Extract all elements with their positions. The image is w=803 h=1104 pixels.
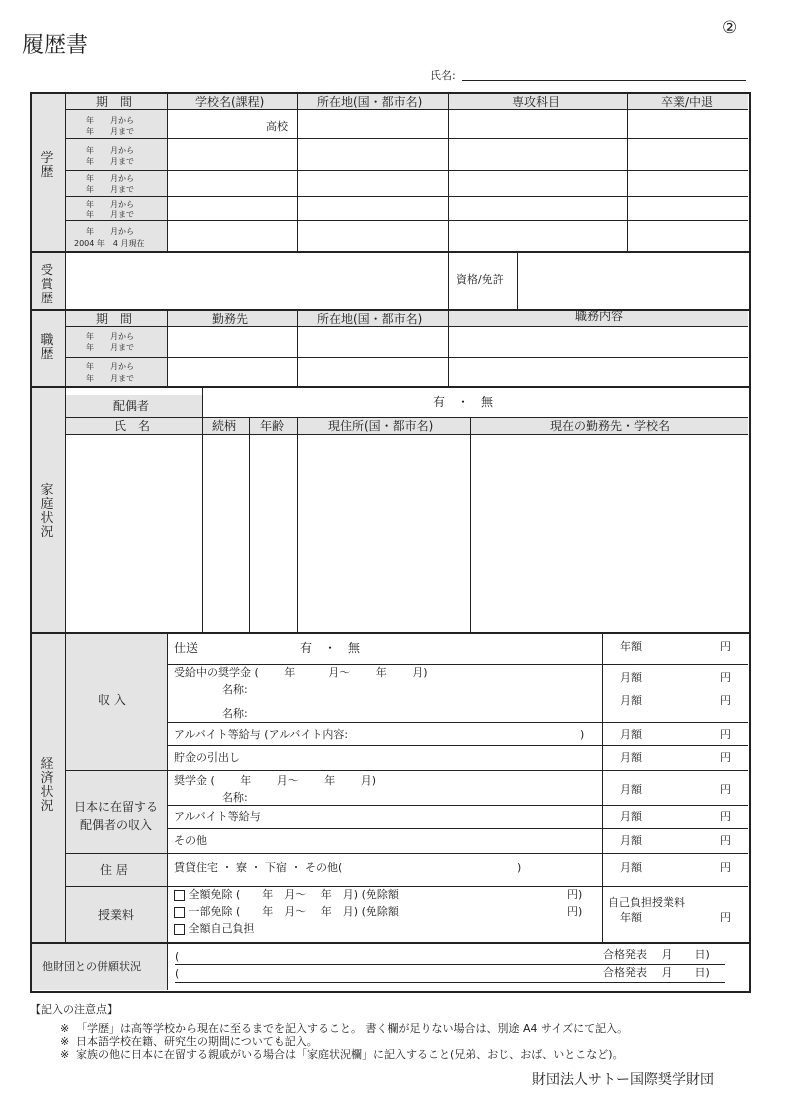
work-row-from: 年 月から — [86, 332, 134, 341]
family-header-relation: 続柄 — [212, 419, 237, 433]
edu-row-from: 年 月から — [86, 227, 134, 236]
note-mark: ※ — [60, 1022, 70, 1035]
parttime-close: ) — [580, 728, 585, 741]
foundation-name: 財団法人サトー国際奨学財団 — [532, 1072, 714, 1088]
amount-period: 月額 — [620, 694, 642, 707]
page-title: 履歴書 — [22, 33, 89, 58]
checkbox-icon[interactable] — [174, 907, 185, 918]
scholarship-name-label: 名称: — [222, 707, 248, 720]
remittance-label: 仕送 — [174, 641, 199, 655]
tuition-self-option[interactable]: 全額自己負担 — [174, 923, 255, 935]
amount-period: 月額 — [620, 728, 642, 741]
work-row-from: 年 月から — [86, 362, 134, 371]
scholarship-label: 受給中の奨学金 ( 年 月～ 年 月) — [174, 666, 428, 679]
checkbox-icon[interactable] — [174, 890, 185, 901]
notes-heading: 【記入の注意点】 — [30, 1003, 118, 1016]
edu-row-school: 高校 — [266, 120, 288, 133]
other-income-label: その他 — [174, 834, 207, 847]
family-header-name: 氏 名 — [114, 419, 151, 433]
amount-period: 月額 — [620, 810, 642, 823]
checkbox-icon[interactable] — [174, 924, 185, 935]
amount-period: 月額 — [620, 671, 642, 684]
edu-row-to: 年 月まで — [86, 127, 134, 136]
result-announcement: 合格発表 月 日) — [603, 948, 710, 961]
work-header-period: 期 間 — [96, 312, 133, 326]
family-section-label: 家庭状況 — [40, 483, 54, 540]
edu-row-to: 年 月まで — [86, 185, 134, 194]
spouse-scholarship-label: 奨学金 ( 年 月～ 年 月) — [174, 774, 377, 787]
tuition-partial-option[interactable]: 一部免除 ( 年 月～ 年 月) (免除額 — [174, 906, 399, 918]
amount-period: 月額 — [620, 834, 642, 847]
note-item: 家族の他に日本に在留する親戚がいる場合は「家庭状況欄」に記入すること(兄弟、おじ、おば、いとこなど)。 — [76, 1048, 624, 1061]
work-row-to: 年 月まで — [86, 374, 134, 383]
parttime-label: アルバイト等給与 (アルバイト内容: — [174, 728, 349, 741]
work-header-location: 所在地(国・都市名) — [317, 312, 423, 326]
family-header-workplace: 現在の勤務先・学校名 — [550, 419, 671, 433]
edu-row-from: 年 月から — [86, 146, 134, 155]
yen-unit: 円 — [720, 728, 731, 741]
edu-row-from: 年 月から — [86, 200, 134, 209]
tuition-full-option[interactable]: 全額免除 ( 年 月～ 年 月) (免除額 — [174, 889, 399, 901]
housing-close: ) — [517, 861, 522, 874]
qualification-label: 資格/免許 — [456, 273, 504, 286]
edu-section-label: 学歴 — [40, 151, 54, 180]
edu-header-period: 期 間 — [96, 95, 133, 109]
edu-header-school: 学校名(課程) — [195, 95, 265, 109]
yen-unit: 円 — [720, 694, 731, 707]
work-header-employer: 勤務先 — [212, 312, 249, 326]
income-label: 収 入 — [98, 693, 126, 707]
yen-unit: 円 — [720, 861, 731, 874]
edu-row-to: 年 月まで — [86, 210, 134, 219]
note-item: 「学歴」は高等学校から現在に至るまでを記入すること。 書く欄が足りない場合は、別途 A4 サイズにて記入。 — [76, 1022, 629, 1035]
edu-row-from: 年 月から — [86, 116, 134, 125]
name-label: 氏名: — [430, 69, 456, 82]
yen-unit: 円 — [720, 834, 731, 847]
form-border — [30, 92, 751, 993]
amount-period: 月額 — [620, 861, 642, 874]
note-mark: ※ — [60, 1035, 70, 1048]
remittance-choice[interactable]: 有 ・ 無 — [300, 641, 361, 655]
edu-row-to: 年 月まで — [86, 157, 134, 166]
scholarship-name-label: 名称: — [222, 683, 248, 696]
note-mark: ※ — [60, 1048, 70, 1061]
edu-header-location: 所在地(国・都市名) — [317, 95, 423, 109]
yen-unit: 円 — [720, 751, 731, 764]
spouse-income-label: 日本に在留する配偶者の収入 — [73, 800, 158, 832]
housing-options[interactable]: 賃貸住宅 ・ 寮 ・ 下宿 ・ その他( — [174, 861, 343, 874]
edu-header-graduation: 卒業/中退 — [661, 95, 714, 109]
yen-close: 円) — [567, 888, 583, 901]
spouse-parttime-label: アルバイト等給与 — [174, 810, 261, 823]
amount-period: 年額 — [620, 640, 642, 653]
yen-unit: 円 — [720, 911, 731, 924]
amount-period: 月額 — [620, 783, 642, 796]
family-header-address: 現住所(国・都市名) — [328, 419, 434, 433]
self-tuition-label: 自己負担授業料 — [608, 896, 685, 909]
amount-period: 月額 — [620, 751, 642, 764]
page-number: ② — [722, 18, 738, 38]
spouse-scholarship-name: 名称: — [222, 791, 248, 804]
spouse-choice[interactable]: 有 ・ 無 — [433, 395, 494, 409]
result-announcement: 合格発表 月 日) — [603, 966, 710, 979]
savings-label: 貯金の引出し — [174, 751, 240, 764]
family-header-age: 年齢 — [260, 419, 285, 433]
yen-unit: 円 — [720, 783, 731, 796]
work-row-to: 年 月まで — [86, 343, 134, 352]
note-item: 日本語学校在籍、研究生の期間についても記入。 — [76, 1035, 318, 1048]
award-section-label: 受賞歴 — [40, 263, 53, 305]
yen-unit: 円 — [720, 671, 731, 684]
yen-close: 円) — [567, 905, 583, 918]
name-field[interactable] — [462, 80, 746, 81]
yen-unit: 円 — [720, 640, 731, 653]
edu-row-to: 2004 年 4 月現在 — [74, 239, 145, 248]
paren-open: ( — [175, 950, 180, 963]
work-header-duties: 職務内容 — [575, 309, 624, 323]
economy-section-label: 経済状況 — [40, 757, 54, 814]
edu-header-major: 専攻科目 — [512, 95, 561, 109]
amount-period: 年額 — [620, 911, 642, 924]
paren-open: ( — [175, 967, 180, 980]
other-foundation-label: 他財団との併願状況 — [42, 960, 141, 973]
edu-row-from: 年 月から — [86, 174, 134, 183]
housing-label: 住 居 — [100, 863, 128, 877]
yen-unit: 円 — [720, 810, 731, 823]
tuition-label: 授業料 — [98, 908, 135, 922]
work-section-label: 職歴 — [40, 333, 54, 362]
spouse-label: 配偶者 — [113, 399, 150, 413]
